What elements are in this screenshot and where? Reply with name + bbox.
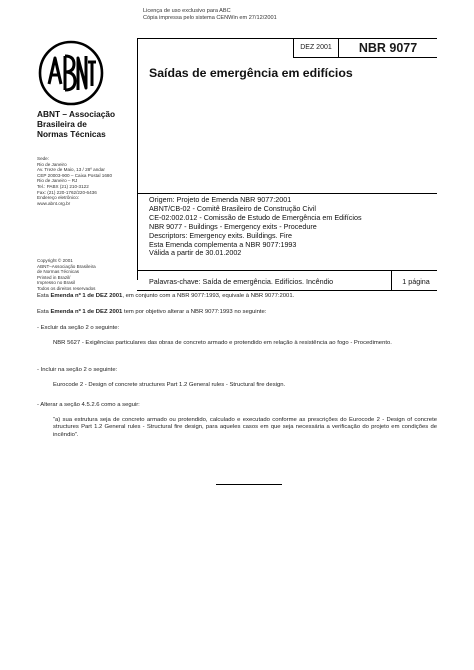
page-count: 1 página: [402, 277, 430, 286]
info-top-rule: [137, 193, 437, 194]
list-item-exclude-detail: NBR 5627 - Exigências particulares das obras de concreto armado e protendido em relação à resistência ao fogo - Procedimento.: [53, 340, 392, 346]
copyright-line: Copyright © 2001: [37, 258, 73, 263]
body-paragraph-1: Esta Emenda nº 1 de DEZ 2001, em conjunto com a NBR 9077:1993, equivale à NBR 9077:2001.: [37, 293, 295, 299]
address-line: Rio de Janeiro: [37, 161, 67, 167]
list-item-include: - Incluir na seção 2 o seguinte:: [37, 367, 118, 373]
license-notice: [143, 8, 277, 22]
list-item-alter-detail: “a) sua estrutura seja de concreto armado ou protendido, calculado e executado conforme as prescrições do Eurocode 2 - Design of concrete structures Part 1.2 General rules - Structural fire design, para aqueles casos em que seja necessária a verificação do projeto em condições de incêndio”.: [53, 417, 437, 438]
document-code: NBR 9077: [358, 40, 418, 55]
info-line: NBR 9077 - Buildings - Emergency exits - Procedure: [149, 221, 317, 231]
abnt-logo: [38, 40, 104, 106]
org-name-line: ABNT – Associação: [37, 109, 116, 119]
info-line: Esta Emenda complementa a NBR 9077:1993: [149, 239, 297, 249]
amendment-ref: Emenda nº 1 de DEZ 2001: [50, 309, 123, 315]
org-name: [37, 109, 115, 139]
document-info: [149, 196, 362, 258]
address-line: Fax: (21) 220-1762/220-6436: [37, 189, 97, 195]
amendment-ref: Emenda nº 1 de DEZ 2001: [50, 293, 123, 299]
keywords-bottom-rule: [137, 290, 437, 291]
keywords: Palavras-chave: Saída de emergência. Edifícios. Incêndio: [149, 277, 334, 286]
address-line: Av. Treze de Maio, 13 / 28º andar: [37, 167, 105, 173]
license-line-2: Cópia impressa pelo sistema CENWin em 27/12/2001: [143, 15, 277, 21]
copyright-line: Impresso no Brasil: [37, 280, 76, 286]
info-line: Origem: Projeto de Emenda NBR 9077:2001: [149, 195, 292, 204]
signature-line: [216, 484, 282, 485]
copyright-block: [37, 258, 96, 292]
address-line: Tel.: PABX (21) 210-3122: [37, 183, 89, 189]
copyright-line: Printed in Brazil/: [37, 274, 71, 280]
info-line: ABNT/CB-02 - Comitê Brasileiro de Construção Civil: [149, 203, 316, 213]
copyright-line: ABNT–Associação Brasileira: [37, 263, 96, 269]
info-line: Válida a partir de 30.01.2002: [149, 248, 242, 258]
list-item-include-detail: Eurocode 2 - Design of concrete structures Part 1.2 General rules - Structural fire design.: [53, 382, 286, 388]
copyright-line: de Normas Técnicas: [37, 269, 80, 275]
header-date-rule: [293, 57, 437, 58]
copyright-line: Todos os direitos reservados: [37, 285, 96, 291]
address-line: www.abnt.org.br: [37, 200, 71, 206]
address-line: Endereço eletrônico:: [37, 195, 80, 201]
document-date: DEZ 2001: [293, 38, 339, 57]
list-item-alter: - Alterar a seção 4.5.2.6 como a seguir:: [37, 402, 140, 408]
address-line: Rio de Janeiro – RJ: [37, 178, 78, 184]
header-left-rule: [137, 38, 138, 280]
org-name-line: Normas Técnicas: [37, 129, 106, 139]
address-line: Sede:: [37, 156, 50, 161]
document-title: Saídas de emergência em edifícios: [149, 66, 353, 80]
license-line-1: Licença de uso exclusivo para ABC: [143, 8, 231, 14]
info-line: Descriptors: Emergency exits. Buildings. Fire: [149, 230, 292, 240]
body-paragraph-2: Esta Emenda nº 1 de DEZ 2001 tem por objetivo alterar a NBR 9077:1993 no seguinte:: [37, 309, 267, 315]
org-address: [37, 156, 112, 206]
address-line: CEP 20003-900 – Caixa Postal 1680: [37, 172, 112, 178]
keywords-top-rule: [137, 270, 437, 271]
keywords-separator: [391, 270, 392, 290]
info-line: CE-02:002.012 - Comissão de Estudo de Emergência em Edifícios: [149, 212, 362, 222]
list-item-exclude: - Excluir da seção 2 o seguinte:: [37, 325, 120, 331]
org-name-line: Brasileira de: [37, 119, 87, 129]
